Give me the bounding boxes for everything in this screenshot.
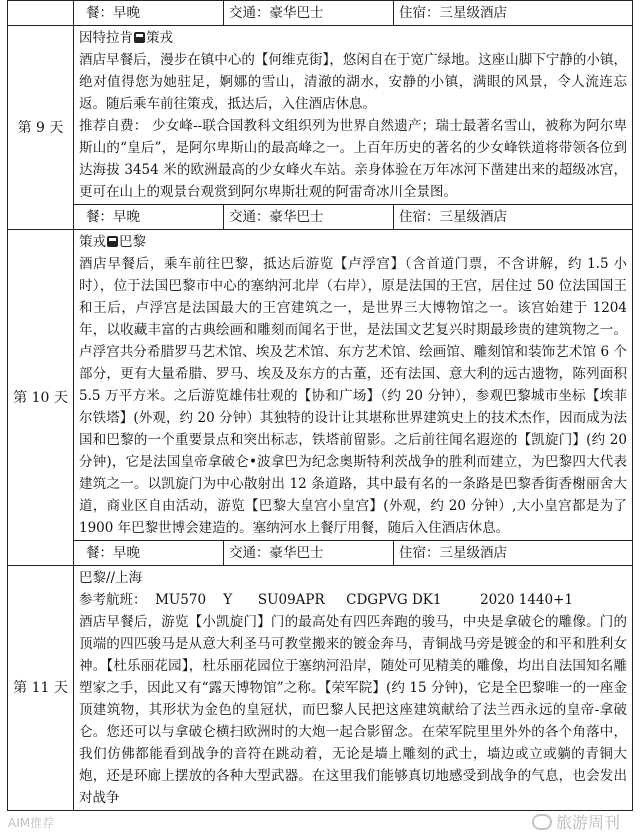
day9-route: 因特拉肯 策戎 [79,30,173,46]
day9-label: 第 9 天 [8,26,74,230]
wechat-icon [532,814,552,830]
day10-row [8,230,633,541]
transport-cell: 交通：豪华巴士 [224,1,394,26]
day10-content [74,230,633,541]
meal-cell: 餐：早晚 [74,205,224,230]
day11-content [74,566,633,811]
day9-para2: 推荐自费： 少女峰--联合国教科文组织列为世界自然遗产；瑞士最著名雪山，被称为阿尔卑斯山的“皇后”，是阿尔卑斯山的最高峰之一。上百年历史的著名的少女峰铁道将带领各位到达海拔 3454 米的欧洲最高的少女峰火车站。亲身体验在万年冰河下凿建出来的超级冰宫，更可在山上的观景台观赏到阿尔卑斯壮观的阿雷奇冰川全景图。 [79,118,627,200]
day11-flight: 参考航班： MU570 Y SU09APR CDGPVG DK1 2020 1440+1 [79,592,574,608]
day9-row [8,26,633,205]
day10-label: 第 10 天 [8,230,74,566]
watermark: 旅游周刊 [532,810,620,833]
itinerary-table [7,0,633,811]
hotel-cell: 住宿：三星级酒店 [394,1,633,26]
day10-route: 策戎 巴黎 [79,234,146,250]
day11-row [8,566,633,811]
bus-icon [107,236,118,247]
meal-row-day9 [8,205,633,230]
day9-para1: 酒店早餐后，漫步在镇中心的【何维克街】，悠闲自在于宽广绿地。这座山脚下宁静的小镇，绝对值得您为她驻足，婀娜的雪山，清澈的湖水，安静的小镇，满眼的风景，令人流连忘返。随后乘车前往策戎，抵达后，入住酒店休息。 [79,52,627,112]
bus-icon [134,32,145,43]
hotel-cell: 住宿：三星级酒店 [394,541,633,566]
meal-row-day8 [8,1,633,26]
day9-content [74,26,633,205]
meal-cell: 餐：早晚 [74,1,224,26]
day11-label: 第 11 天 [8,566,74,811]
day11-route: 巴黎//上海 [79,570,143,586]
transport-cell: 交通：豪华巴士 [224,541,394,566]
transport-cell: 交通：豪华巴士 [224,205,394,230]
day-cell-empty [8,1,74,26]
watermark-left: AIM推荐 [8,816,55,830]
day10-para1: 酒店早餐后，乘车前往巴黎，抵达后游览【卢浮宫】（含首道门票，不含讲解，约 1.5 小时），位于法国巴黎市中心的塞纳河北岸（右岸），原是法国的王宫，居住过 50 位法国国王和王后，卢浮宫是法国最大的王宫建筑之一，是世界三大博物馆之一。该宫始建于 1204 年，以收藏丰富的古典绘画和雕刻而闻名于世，是法国文艺复兴时期最珍贵的建筑物之一。卢浮宫共分希腊罗马艺术馆、埃及艺术馆、东方艺术馆、绘画馆、雕刻馆和装饰艺术馆 6 个部分，更有大量希腊、罗马、埃及及东方的古董，还有法国、意大利的远古遗物，陈列面积 5.5 万平方米。之后游览雄伟壮观的【协和广场】（约 20 分钟），参观巴黎城市坐标【埃菲尔铁塔】(外观，约 20 分钟）其独特的设计让其堪称世界建筑史上的技术杰作，因而成为法国和巴黎的一个重要景点和突出标志，铁塔前留影。之后前往闻名遐迩的【凯旋门】(约 20 分钟)，它是法国皇帝拿破仑•波拿巴为纪念奥斯特利茨战争的胜利而建立，为巴黎四大代表建筑之一。以凯旋门为中心散射出 12 条道路，其中最有名的一条路是巴黎香街香榭丽舍大道，商业区自由活动，游览【巴黎大皇宫小皇宫】(外观，约 20 分钟）,大小皇宫都是为了 1900 年巴黎世博会建造的。塞纳河水上餐厅用餐，随后入住酒店休息。 [79,256,627,536]
meal-cell: 餐：早晚 [74,541,224,566]
day11-para1: 酒店早餐后，游览【小凯旋门】门的最高处有四匹奔跑的骏马，中央是拿破仑的雕像。门的顶端的四匹骏马是从意大利圣马可教堂搬来的镀金奔马，青铜战马旁是镀金的和平和胜利女神。【杜乐丽花园】，杜乐丽花园位于塞纳河沿岸，随处可见精美的雕像，均出自法国知名雕塑家之手，因此又有“露天博物馆”之称。【荣军院】(约 15 分钟)，它是全巴黎唯一的一座金顶建筑物，其形状为金色的皇冠状，而巴黎人民把这座建筑献给了法兰西永远的皇帝-拿破仑。您还可以与拿破仑横扫欧洲时的大炮一起合影留念。在荣军院里里外外的各个角落中，我们仿佛都能看到战争的音符在跳动着，无论是墙上雕刻的武士，墙边或立或躺的青铜大炮，还是环廊上摆放的各种大型武器。在这里我们能够真切地感受到战争的气息，也会发出对战争 [79,614,627,806]
hotel-cell: 住宿：三星级酒店 [394,205,633,230]
meal-row-day10 [8,541,633,566]
